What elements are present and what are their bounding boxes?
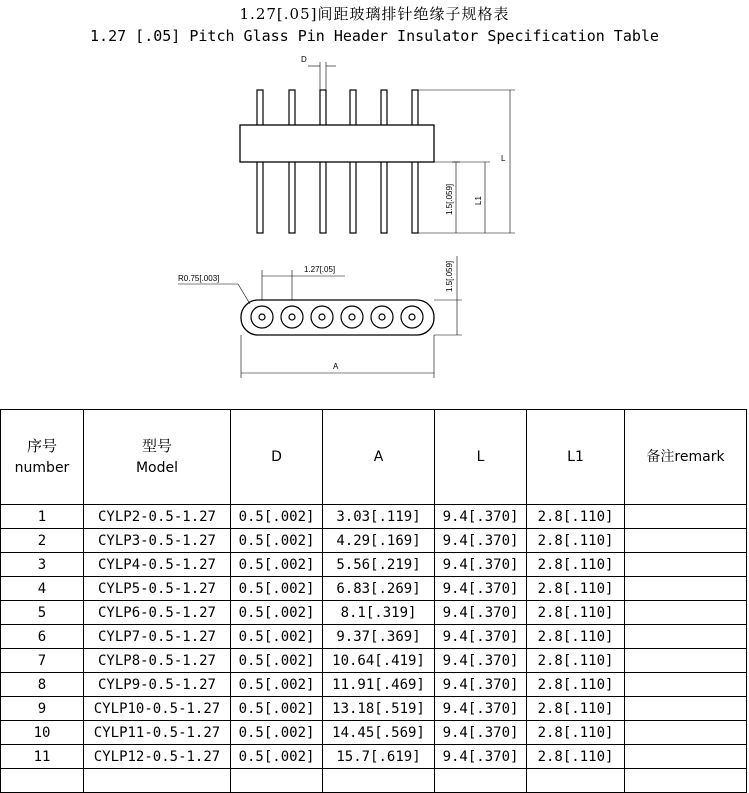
cell-number: 9	[1, 697, 84, 721]
header-model-cn: 型号	[141, 437, 172, 455]
cell-l1: 2.8[.110]	[527, 577, 625, 601]
cell-l1: 2.8[.110]	[527, 721, 625, 745]
dimension-a	[241, 335, 434, 378]
cell-l1: 2.8[.110]	[527, 649, 625, 673]
cell-remark	[625, 769, 747, 793]
cell-number: 4	[1, 577, 84, 601]
cell-a: 4.29[.169]	[323, 529, 435, 553]
cell-model: CYLP6-0.5-1.27	[84, 601, 231, 625]
spec-table	[0, 409, 747, 793]
title-chinese: 1.27[.05]间距玻璃排针绝缘子规格表	[239, 5, 510, 23]
cell-remark	[625, 553, 747, 577]
cell-remark	[625, 577, 747, 601]
cell-l: 9.4[.370]	[435, 505, 527, 529]
cell-d: 0.5[.002]	[231, 577, 323, 601]
cell-d: 0.5[.002]	[231, 625, 323, 649]
label-pin-length: 1.5[.059]	[445, 183, 454, 215]
cell-a: 10.64[.419]	[323, 649, 435, 673]
cell-remark	[625, 625, 747, 649]
table-row	[1, 553, 747, 577]
label-a: A	[333, 362, 339, 371]
header-d: D	[231, 410, 323, 505]
table-row	[1, 673, 747, 697]
table-row	[1, 721, 747, 745]
cell-number: 10	[1, 721, 84, 745]
cell-l: 9.4[.370]	[435, 673, 527, 697]
title-english: 1.27 [.05] Pitch Glass Pin Header Insulator Specification Table	[90, 27, 659, 45]
cell-d: 0.5[.002]	[231, 745, 323, 769]
cell-number: 8	[1, 673, 84, 697]
table-row	[1, 649, 747, 673]
cell-l1: 2.8[.110]	[527, 745, 625, 769]
cell-d: 0.5[.002]	[231, 673, 323, 697]
cell-remark	[625, 529, 747, 553]
cell-d: 0.5[.002]	[231, 649, 323, 673]
cell-model: CYLP11-0.5-1.27	[84, 721, 231, 745]
header-l1: L1	[527, 410, 625, 505]
table-row	[1, 601, 747, 625]
table-row	[1, 625, 747, 649]
cell-model: CYLP3-0.5-1.27	[84, 529, 231, 553]
cell-a: 13.18[.519]	[323, 697, 435, 721]
header-a: A	[323, 410, 435, 505]
cell-model: CYLP2-0.5-1.27	[84, 505, 231, 529]
cell-number: 3	[1, 553, 84, 577]
cell-d: 0.5[.002]	[231, 721, 323, 745]
table-row	[1, 505, 747, 529]
cell-a: 11.91[.469]	[323, 673, 435, 697]
cell-l	[435, 769, 527, 793]
table-header-row	[1, 410, 747, 505]
table-row	[1, 745, 747, 769]
cell-remark	[625, 745, 747, 769]
cell-model: CYLP12-0.5-1.27	[84, 745, 231, 769]
cell-l1: 2.8[.110]	[527, 529, 625, 553]
cell-model: CYLP4-0.5-1.27	[84, 553, 231, 577]
cell-l: 9.4[.370]	[435, 553, 527, 577]
cell-d: 0.5[.002]	[231, 697, 323, 721]
cell-number: 6	[1, 625, 84, 649]
table-row	[1, 529, 747, 553]
table-row	[1, 697, 747, 721]
cell-number: 2	[1, 529, 84, 553]
label-height: 1.5[.059]	[445, 260, 454, 292]
cell-remark	[625, 601, 747, 625]
cell-number: 7	[1, 649, 84, 673]
label-radius: R0.75[.003]	[178, 274, 220, 283]
cell-a: 14.45[.569]	[323, 721, 435, 745]
label-d: D	[301, 55, 307, 64]
cell-l: 9.4[.370]	[435, 721, 527, 745]
cell-l: 9.4[.370]	[435, 625, 527, 649]
header-model-en: Model	[135, 460, 179, 476]
label-pitch: 1.27[.05]	[304, 265, 336, 274]
cell-d	[231, 769, 323, 793]
cell-remark	[625, 649, 747, 673]
cell-l: 9.4[.370]	[435, 649, 527, 673]
cell-remark	[625, 697, 747, 721]
cell-model: CYLP7-0.5-1.27	[84, 625, 231, 649]
cell-model	[84, 769, 231, 793]
cell-a: 8.1[.319]	[323, 601, 435, 625]
cell-number	[1, 769, 84, 793]
cell-number: 5	[1, 601, 84, 625]
cell-l: 9.4[.370]	[435, 529, 527, 553]
insulator-body	[240, 125, 434, 162]
cell-number: 11	[1, 745, 84, 769]
cell-l1: 2.8[.110]	[527, 673, 625, 697]
cell-l1: 2.8[.110]	[527, 553, 625, 577]
cell-model: CYLP9-0.5-1.27	[84, 673, 231, 697]
cell-l1: 2.8[.110]	[527, 697, 625, 721]
cell-a: 6.83[.269]	[323, 577, 435, 601]
cell-l: 9.4[.370]	[435, 697, 527, 721]
cell-l: 9.4[.370]	[435, 745, 527, 769]
cell-d: 0.5[.002]	[231, 553, 323, 577]
cell-remark	[625, 673, 747, 697]
header-model	[84, 410, 231, 505]
cell-model: CYLP5-0.5-1.27	[84, 577, 231, 601]
table-row	[1, 769, 747, 793]
label-l: L	[501, 154, 506, 163]
cell-a: 9.37[.369]	[323, 625, 435, 649]
cell-l1: 2.8[.110]	[527, 601, 625, 625]
cell-d: 0.5[.002]	[231, 601, 323, 625]
header-l: L	[435, 410, 527, 505]
header-number-cn: 序号	[26, 437, 57, 455]
cell-a: 3.03[.119]	[323, 505, 435, 529]
cell-a: 15.7[.619]	[323, 745, 435, 769]
cell-model: CYLP10-0.5-1.27	[84, 697, 231, 721]
header-remark: 备注remark	[625, 410, 747, 505]
dimension-d	[308, 62, 336, 90]
dimension-pitch	[262, 270, 345, 300]
cell-remark	[625, 721, 747, 745]
cell-number: 1	[1, 505, 84, 529]
header-number	[1, 410, 84, 505]
cell-l1: 2.8[.110]	[527, 625, 625, 649]
cell-l1	[527, 769, 625, 793]
dimension-radius	[178, 284, 250, 304]
cell-a: 5.56[.219]	[323, 553, 435, 577]
cell-l1: 2.8[.110]	[527, 505, 625, 529]
table-row	[1, 577, 747, 601]
cell-a	[323, 769, 435, 793]
cell-d: 0.5[.002]	[231, 505, 323, 529]
cell-l: 9.4[.370]	[435, 577, 527, 601]
cell-remark	[625, 505, 747, 529]
cell-d: 0.5[.002]	[231, 529, 323, 553]
header-number-en: number	[14, 460, 70, 476]
cell-l: 9.4[.370]	[435, 601, 527, 625]
label-l1: L1	[474, 196, 483, 205]
cell-model: CYLP8-0.5-1.27	[84, 649, 231, 673]
